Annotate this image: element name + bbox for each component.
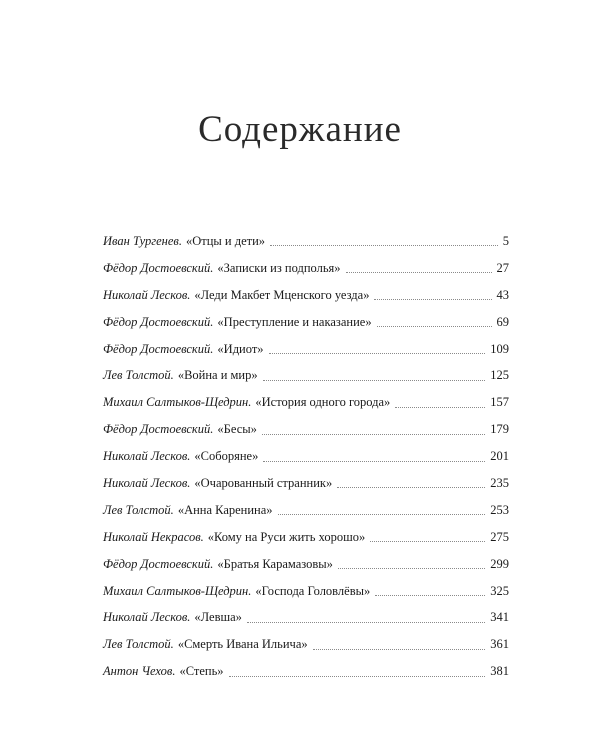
toc-page-number: 299	[490, 556, 509, 571]
toc-entry	[103, 336, 509, 363]
toc-page-number: 157	[490, 395, 509, 410]
toc-entry	[103, 228, 509, 255]
dot-leader	[377, 325, 492, 327]
toc-page-number: 275	[490, 529, 509, 544]
toc-page-number: 341	[490, 610, 509, 625]
dot-leader	[278, 513, 486, 515]
dot-leader	[263, 460, 485, 462]
dot-leader	[374, 298, 491, 300]
toc-page-number: 179	[490, 422, 509, 437]
toc-entry	[103, 578, 509, 605]
dot-leader	[247, 621, 485, 623]
toc-page-number: 69	[496, 314, 509, 329]
toc-author: Лев Толстой.	[103, 637, 174, 652]
toc-page-number: 325	[490, 583, 509, 598]
toc-author: Иван Тургенев.	[103, 234, 182, 248]
toc-entry	[103, 362, 509, 389]
toc-page-number: 5	[502, 234, 509, 248]
toc-page-number: 125	[490, 368, 509, 383]
toc-entry	[103, 282, 509, 309]
toc-author: Николай Лесков.	[103, 476, 191, 491]
toc-author: Лев Толстой.	[103, 368, 174, 383]
toc-work: «Кому на Руси жить хорошо»	[207, 529, 366, 544]
toc-author: Фёдор Достоевский.	[103, 341, 214, 356]
dot-leader	[337, 486, 485, 488]
toc-author: Лев Толстой.	[103, 502, 174, 517]
toc-page-number: 109	[490, 341, 509, 356]
toc-work: «Братья Карамазовы»	[217, 556, 333, 571]
dot-leader	[338, 567, 485, 569]
toc-author: Фёдор Достоевский.	[103, 422, 214, 437]
dot-leader	[269, 352, 486, 354]
dot-leader	[395, 406, 485, 408]
toc-entry	[103, 389, 509, 416]
toc-entry	[103, 470, 509, 497]
toc-page-number: 43	[496, 287, 509, 302]
dot-leader	[270, 244, 498, 246]
toc-page-number: 381	[490, 664, 509, 679]
toc-author: Фёдор Достоевский.	[103, 556, 214, 571]
toc-work: «Бесы»	[217, 422, 257, 437]
toc-page-number: 27	[496, 260, 509, 275]
toc-author: Антон Чехов.	[103, 664, 176, 679]
dot-leader	[229, 675, 486, 677]
toc-work: «Записки из подполья»	[217, 260, 341, 275]
toc-entry	[103, 658, 509, 685]
toc-work: «Преступление и наказание»	[217, 314, 372, 329]
toc-author: Николай Некрасов.	[103, 529, 204, 544]
toc-entry	[103, 443, 509, 470]
dot-leader	[346, 271, 492, 273]
toc-author: Фёдор Достоевский.	[103, 260, 214, 275]
toc-work: «Господа Головлёвы»	[255, 583, 371, 598]
toc-work: «Соборяне»	[194, 449, 259, 464]
toc-entry	[103, 551, 509, 578]
table-of-contents	[103, 228, 509, 685]
toc-entry	[103, 604, 509, 631]
toc-work: «Отцы и дети»	[185, 234, 266, 248]
toc-page-number: 253	[490, 502, 509, 517]
dot-leader	[263, 379, 486, 381]
toc-entry	[103, 416, 509, 443]
dot-leader	[262, 433, 485, 435]
toc-author: Николай Лесков.	[103, 449, 191, 464]
toc-work: «Идиот»	[217, 341, 264, 356]
toc-entry	[103, 497, 509, 524]
toc-entry	[103, 309, 509, 336]
toc-entry	[103, 255, 509, 282]
page-title: Содержание	[198, 109, 402, 150]
toc-author: Николай Лесков.	[103, 610, 191, 625]
toc-work: «Леди Макбет Мценского уезда»	[194, 287, 370, 302]
toc-page-number: 361	[490, 637, 509, 652]
toc-entry	[103, 524, 509, 551]
toc-entry	[103, 631, 509, 658]
toc-author: Николай Лесков.	[103, 287, 191, 302]
dot-leader	[370, 540, 485, 542]
toc-work: «Война и мир»	[177, 368, 258, 383]
toc-work: «Левша»	[194, 610, 242, 625]
toc-work: «История одного города»	[255, 395, 391, 410]
toc-work: «Смерть Ивана Ильича»	[177, 637, 308, 652]
toc-author: Михаил Салтыков-Щедрин.	[103, 583, 252, 598]
dot-leader	[375, 594, 485, 596]
toc-work: «Степь»	[179, 664, 224, 679]
toc-page-number: 201	[490, 449, 509, 464]
toc-work: «Очарованный странник»	[194, 476, 333, 491]
toc-author: Фёдор Достоевский.	[103, 314, 214, 329]
dot-leader	[313, 648, 486, 650]
toc-page-number: 235	[490, 476, 509, 491]
toc-author: Михаил Салтыков-Щедрин.	[103, 395, 252, 410]
toc-work: «Анна Каренина»	[177, 502, 273, 517]
